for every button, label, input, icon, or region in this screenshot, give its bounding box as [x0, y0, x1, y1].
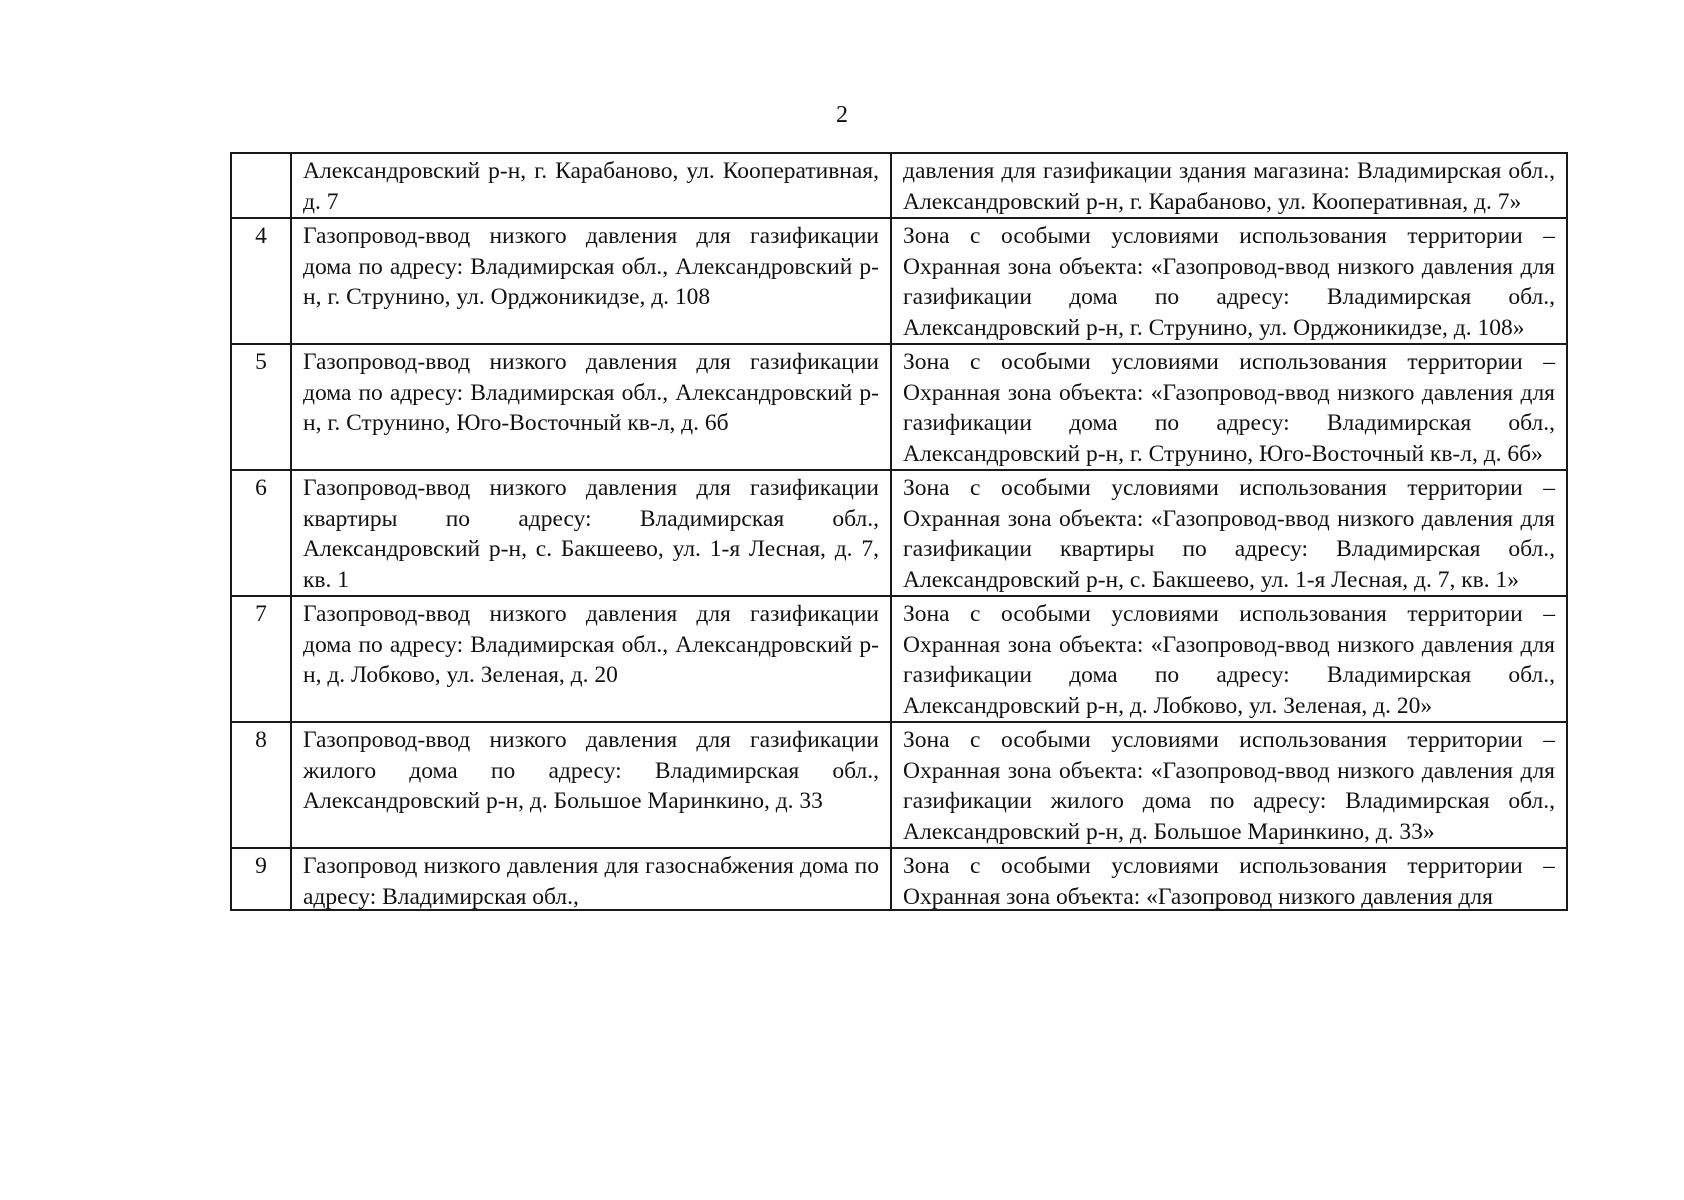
object-description: [291, 848, 891, 910]
row-number: 6: [231, 470, 291, 596]
zones-table: [230, 152, 1568, 911]
object-description: Газопровод-ввод низкого давления для газификации дома по адресу: Владимирская обл., Александровский р-н, г. Струнино, ул. Орджоникидзе, д. 108: [291, 218, 891, 344]
row-number: [231, 153, 291, 218]
object-description: Газопровод-ввод низкого давления для газификации жилого дома по адресу: Владимирская обл., Александровский р-н, д. Большое Маринкино, д. 33: [291, 722, 891, 848]
table-row: [231, 722, 1567, 848]
zone-description: Зона с особыми условиями использования территории – Охранная зона объекта: «Газопровод-ввод низкого давления для газификации жилого дома по адресу: Владимирская обл., Александровский р-н, д. Большое Маринкино, д. 33»: [891, 722, 1567, 848]
row-number: 5: [231, 344, 291, 470]
object-description: Газопровод-ввод низкого давления для газификации дома по адресу: Владимирская обл., Александровский р-н, д. Лобково, ул. Зеленая, д. 20: [291, 596, 891, 722]
table-row: [231, 848, 1567, 910]
zone-description: [891, 848, 1567, 910]
zone-description: Зона с особыми условиями использования территории – Охранная зона объекта: «Газопровод-ввод низкого давления для газификации дома по адресу: Владимирская обл., Александровский р-н, д. Лобково, ул. Зеленая, д. 20»: [891, 596, 1567, 722]
row-number: 7: [231, 596, 291, 722]
zone-description: Зона с особыми условиями использования территории – Охранная зона объекта: «Газопровод-ввод низкого давления для газификации дома по адресу: Владимирская обл., Александровский р-н, г. Струнино, ул. Орджоникидзе, д. 108»: [891, 218, 1567, 344]
table-row: [231, 153, 1567, 218]
row-number: 4: [231, 218, 291, 344]
zone-description: давления для газификации здания магазина: Владимирская обл., Александровский р-н, г. Карабаново, ул. Кооперативная, д. 7»: [891, 153, 1567, 218]
row-number: 9: [231, 848, 291, 910]
row-number: 8: [231, 722, 291, 848]
page-number: 2: [836, 102, 848, 128]
table-row: [231, 218, 1567, 344]
object-description: Газопровод-ввод низкого давления для газификации квартиры по адресу: Владимирская обл., Александровский р-н, с. Бакшеево, ул. 1-я Лесная, д. 7, кв. 1: [291, 470, 891, 596]
zone-description-text: Зона с особыми условиями использования территории – Охранная зона объекта: «Газопровод низкого давления для: [903, 853, 1555, 909]
table-row: [231, 596, 1567, 722]
object-description-text: Газопровод низкого давления для газоснабжения дома по адресу: Владимирская обл.,: [303, 853, 879, 909]
object-description: Газопровод-ввод низкого давления для газификации дома по адресу: Владимирская обл., Александровский р-н, г. Струнино, Юго-Восточный кв-л, д. 6б: [291, 344, 891, 470]
table-row: [231, 344, 1567, 470]
object-description: Александровский р-н, г. Карабаново, ул. Кооперативная, д. 7: [291, 153, 891, 218]
zone-description: Зона с особыми условиями использования территории – Охранная зона объекта: «Газопровод-ввод низкого давления для газификации дома по адресу: Владимирская обл., Александровский р-н, г. Струнино, Юго-Восточный кв-л, д. 6б»: [891, 344, 1567, 470]
zone-description: Зона с особыми условиями использования территории – Охранная зона объекта: «Газопровод-ввод низкого давления для газификации квартиры по адресу: Владимирская обл., Александровский р-н, с. Бакшеево, ул. 1-я Лесная, д. 7, кв. 1»: [891, 470, 1567, 596]
table-row: [231, 470, 1567, 596]
